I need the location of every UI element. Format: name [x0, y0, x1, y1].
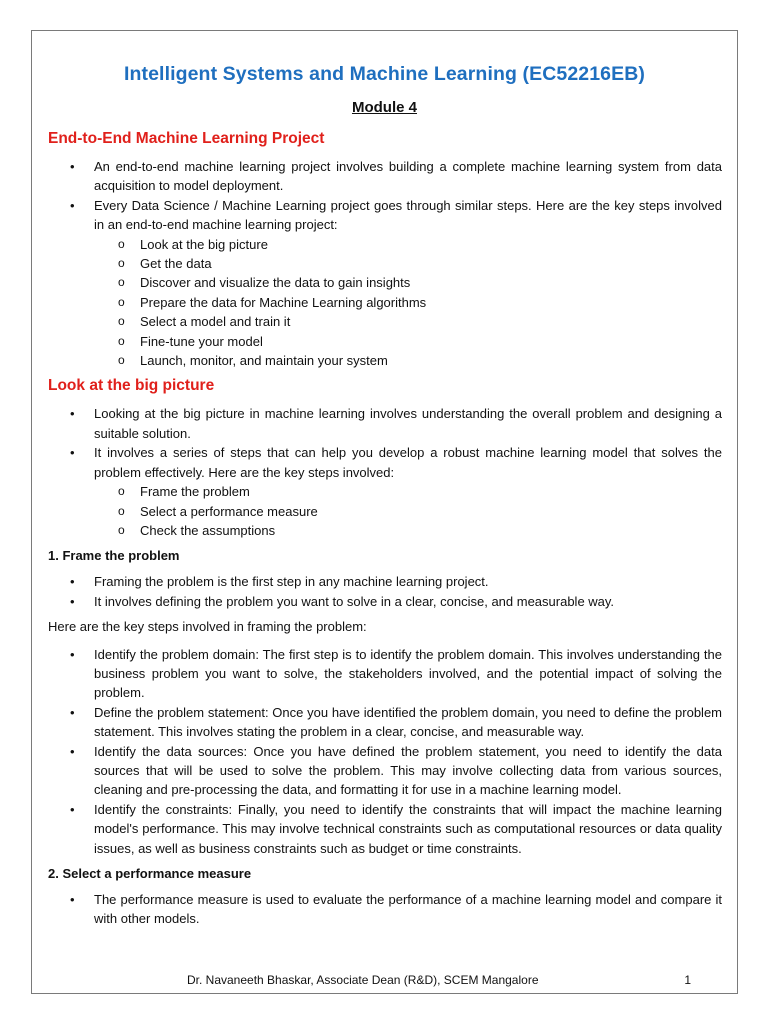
- end-to-end-bullet-list: [48, 157, 722, 370]
- frame-problem-steps-list: [48, 645, 722, 858]
- sub-list-item: o Discover and visualize the data to gain insights: [94, 273, 722, 292]
- list-item-text: It involves a series of steps that can help you develop a robust machine learning model that solves the problem effectively. Here are the key steps involved:: [94, 445, 722, 480]
- performance-measure-bullet-list: [48, 890, 722, 929]
- sub-list-item: o Select a performance measure: [94, 502, 722, 521]
- sub-list-item: o Launch, monitor, and maintain your system: [94, 351, 722, 370]
- list-item: [48, 443, 722, 540]
- sub-list-item: o Fine-tune your model: [94, 332, 722, 351]
- document-title: Intelligent Systems and Machine Learning (EC52216EB): [123, 63, 645, 85]
- list-item: • Identify the constraints: Finally, you need to identify the constraints that will impact the machine learning model's performance. This may involve technical constraints such as computational resources or data quality issues, as well as business constraints such as budget or time constraints.: [48, 800, 722, 858]
- module-label-text: Module 4: [351, 99, 417, 116]
- list-item: • Identify the data sources: Once you have defined the problem statement, you need to identify the data sources that will be used to solve the problem. This may involve collecting data from various sources, cleaning and pre-processing the data, and formatting it for use in a machine learning model.: [48, 742, 722, 800]
- footer-credit: Dr. Navaneeth Bhaskar, Associate Dean (R&D), SCEM Mangalore: [187, 973, 539, 987]
- list-item: • Looking at the big picture in machine learning involves understanding the overall problem and designing a suitable solution.: [48, 404, 722, 443]
- sub-list-item: o Get the data: [94, 254, 722, 273]
- list-item: • Framing the problem is the first step in any machine learning project.: [48, 572, 722, 591]
- sub-list-item: o Frame the problem: [94, 482, 722, 501]
- list-item: • An end-to-end machine learning project involves building a complete machine learning system from data acquisition to model deployment.: [48, 157, 722, 196]
- sub-list-item: o Check the assumptions: [94, 521, 722, 540]
- big-picture-bullet-list: [48, 404, 722, 540]
- list-item-text: Every Data Science / Machine Learning project goes through similar steps. Here are the key steps involved in an end-to-end machine learning project:: [94, 197, 722, 233]
- frame-problem-intro: Here are the key steps involved in framing the problem:: [48, 619, 367, 635]
- sub-list-item: o Look at the big picture: [94, 235, 722, 254]
- page-number: 1: [684, 973, 691, 987]
- list-item: • Identify the problem domain: The first step is to identify the problem domain. This involves understanding the business problem you want to solve, the stakeholders involved, and the potential impact of solving the problem.: [48, 645, 722, 703]
- section-heading-end-to-end: End-to-End Machine Learning Project: [48, 130, 325, 147]
- sub-list-item: o Prepare the data for Machine Learning algorithms: [94, 293, 722, 312]
- section-heading-big-picture: Look at the big picture: [48, 377, 215, 395]
- main-content: [48, 129, 722, 935]
- frame-problem-bullet-list: [48, 572, 722, 611]
- section-heading-performance-measure: 2. Select a performance measure: [48, 866, 252, 881]
- list-item: • It involves defining the problem you want to solve in a clear, concise, and measurable way.: [48, 592, 722, 611]
- list-item: • Define the problem statement: Once you have identified the problem domain, you need to define the problem statement. This involves stating the problem in a clear, concise, and measurable way.: [48, 703, 722, 742]
- document-page: [31, 30, 738, 994]
- section-heading-frame-problem: 1. Frame the problem: [48, 548, 180, 564]
- sub-list-item: o Select a model and train it: [94, 312, 722, 331]
- module-label: [32, 99, 737, 116]
- list-item: • The performance measure is used to evaluate the performance of a machine learning model and compare it with other models.: [48, 890, 722, 929]
- list-item: [48, 196, 722, 371]
- end-to-end-steps-list: [94, 235, 722, 371]
- big-picture-steps-list: [94, 482, 722, 540]
